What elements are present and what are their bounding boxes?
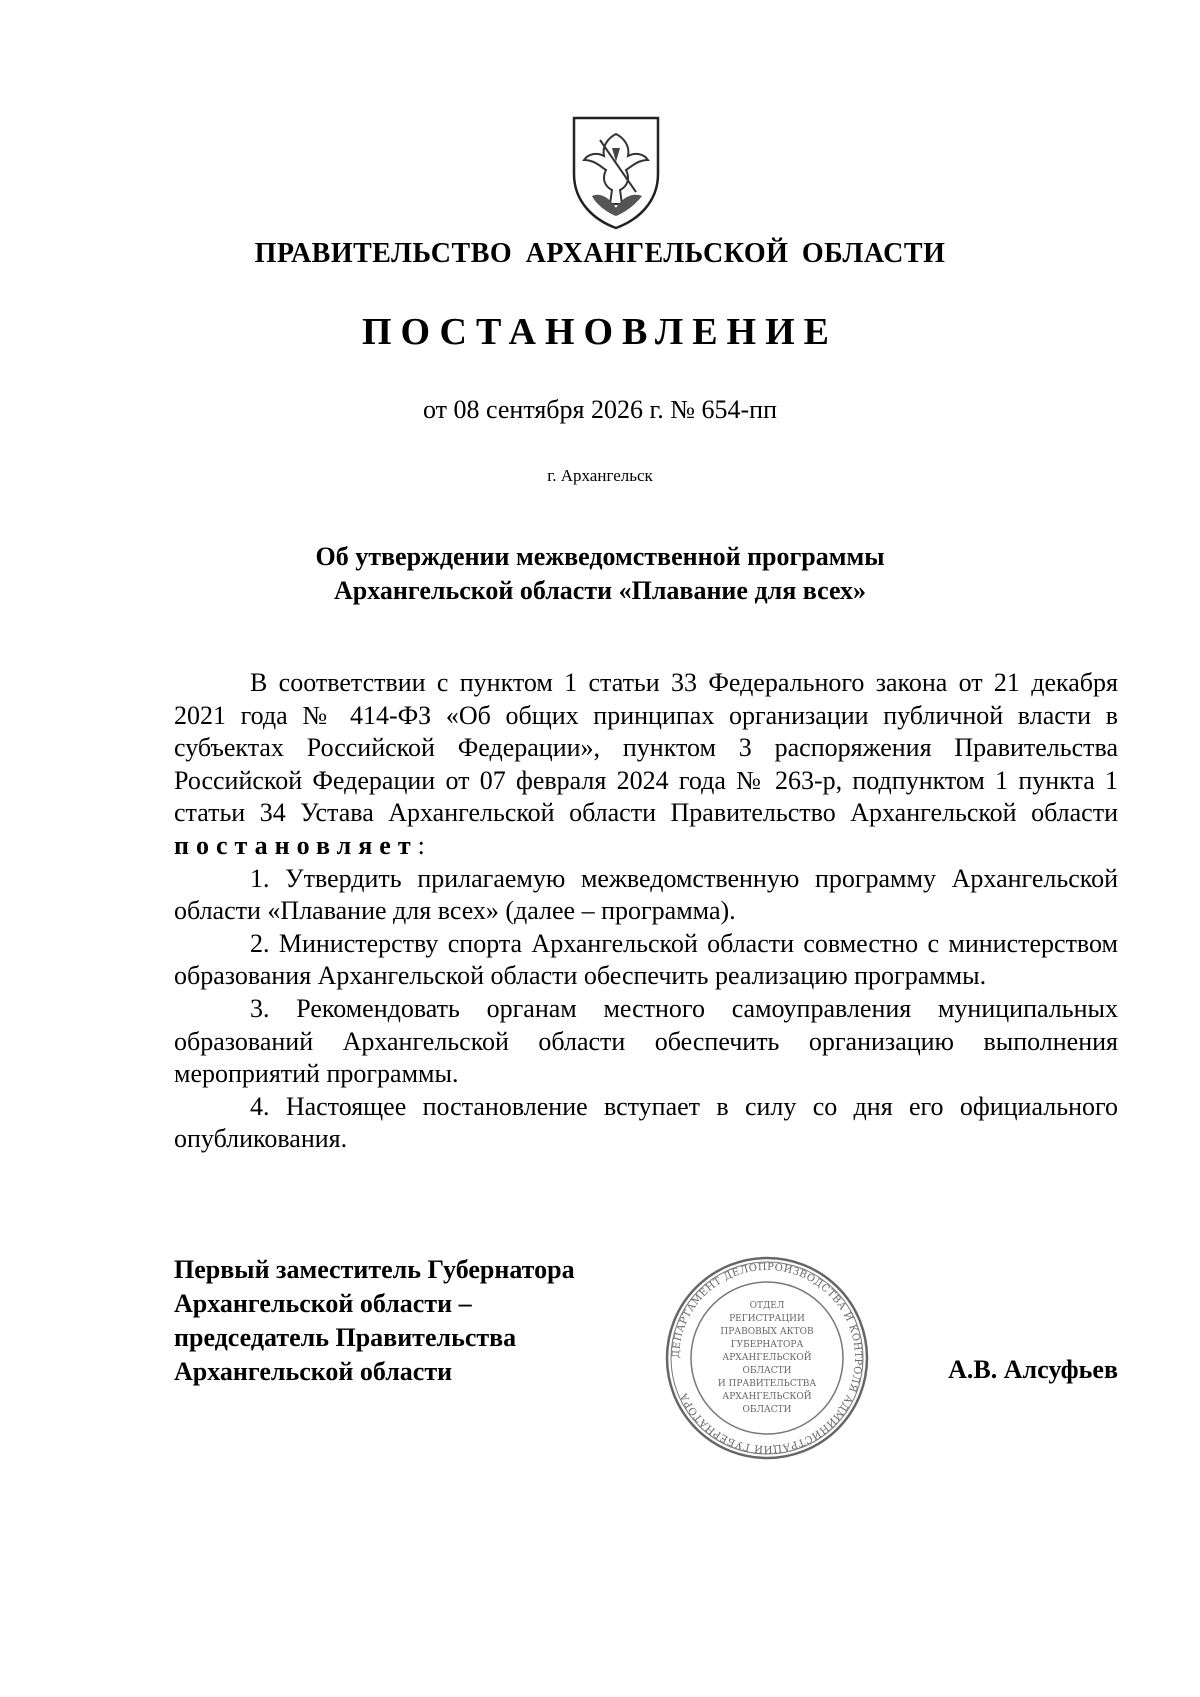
signer-title-line-4: Архангельской области [174, 1357, 453, 1386]
preamble-text: В соответствии с пунктом 1 статьи 33 Федерального закона от 21 декабря 2021 года № 414-ФЗ «Об общих принципах организации публичной власти в субъектах Российской Федерации», пунктом 3 распоряжения Правительства Российской Федерации от 07 февраля 2024 года № 263-р, подпунктом 1 пункта 1 статьи 34 Устава Архангельской области Правительство Архангельской области [174, 668, 1118, 828]
official-seal-icon [662, 1253, 872, 1463]
document-city: г. Архангельск [547, 466, 653, 485]
seal-center-line: ПРАВОВЫХ АКТОВ [720, 1327, 814, 1337]
seal-center-line: АРХАНГЕЛЬСКОЙ [722, 1392, 812, 1402]
seal-center-line: ОБЛАСТИ [742, 1405, 792, 1415]
seal-center-line: ОБЛАСТИ [742, 1366, 792, 1376]
decree-word: постановляет [174, 830, 418, 860]
signer-title-line-2: Архангельской области – [174, 1289, 472, 1318]
seal-ring-text: ДЕПАРТАМЕНТ ДЕЛОПРОИЗВОДСТВА И КОНТРОЛЯ АДМИНИСТРАЦИИ ГУБЕРНАТОРА [670, 1261, 864, 1455]
preamble-paragraph [174, 667, 1118, 863]
document-subject [0, 540, 1200, 608]
document-date-number: от 08 сентября 2026 г. № 654-пп [422, 395, 778, 424]
item-paragraph-4: 4. Настоящее постановление вступает в силу со дня его официального опубликования. [174, 1091, 1118, 1154]
signer-title-line-3: председатель Правительства [174, 1323, 517, 1352]
signer-name: А.В. Алсуфьев [948, 1355, 1118, 1384]
seal-center-line: ОТДЕЛ [749, 1301, 785, 1311]
signer-title-line-1: Первый заместитель Губернатора [174, 1255, 575, 1284]
subject-line-1: Об утверждении межведомственной программы [315, 542, 885, 571]
document-body [174, 667, 1118, 1156]
item-paragraph-2: 2. Министерству спорта Архангельской области совместно с министерством образования Архангельской области обеспечить реализацию программы. [174, 928, 1118, 991]
seal-center-line: ГУБЕРНАТОРА [730, 1340, 804, 1350]
signer-title [174, 1253, 575, 1389]
decree-tail: : [417, 830, 425, 860]
seal-center-line: РЕГИСТРАЦИИ [729, 1314, 805, 1324]
document-type: ПОСТАНОВЛЕНИЕ [361, 311, 839, 353]
coat-of-arms-icon [566, 112, 666, 232]
seal-center-line: И ПРАВИТЕЛЬСТВА [717, 1379, 817, 1389]
subject-line-2: Архангельской области «Плавание для всех» [334, 576, 866, 605]
item-paragraph-1: 1. Утвердить прилагаемую межведомственную программу Архангельской области «Плавание для всех» (далее – программа). [174, 863, 1118, 926]
government-title: ПРАВИТЕЛЬСТВО АРХАНГЕЛЬСКОЙ ОБЛАСТИ [254, 238, 946, 269]
seal-center-line: АРХАНГЕЛЬСКОЙ [722, 1353, 812, 1363]
item-paragraph-3: 3. Рекомендовать органам местного самоуправления муниципальных образований Архангельской области обеспечить организацию выполнения мероприятий программы. [174, 993, 1118, 1089]
